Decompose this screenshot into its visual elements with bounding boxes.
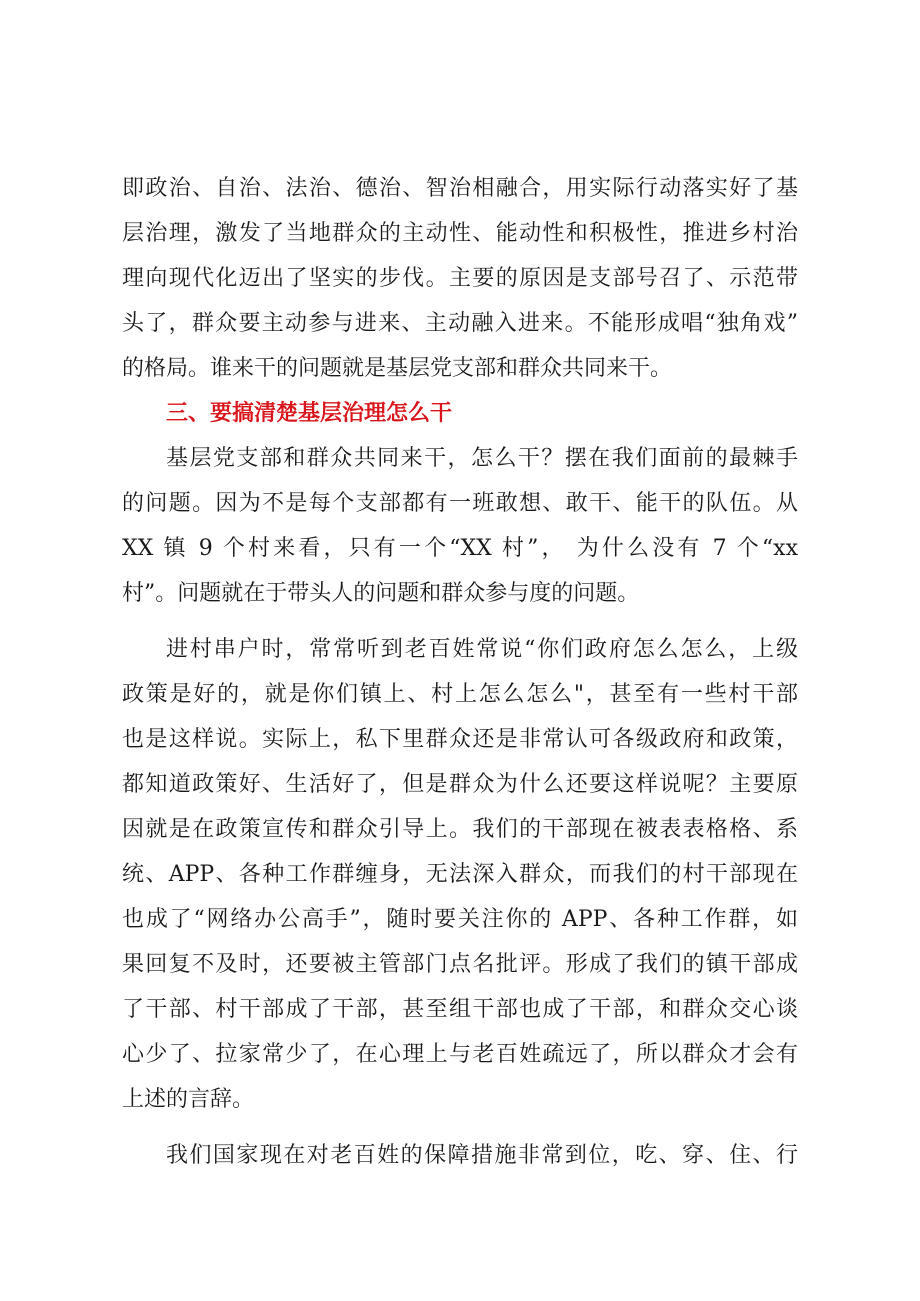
text-line: 都知道政策好、生活好了，但是群众为什么还要这样说呢？主要原 (122, 772, 798, 797)
text-line: 基层党支部和群众共同来干，怎么干？摆在我们面前的最棘手 (166, 446, 798, 471)
text-line: 理向现代化迈出了坚实的步伐。主要的原因是支部号召了、示范带 (122, 266, 798, 291)
text-line: 的问题。因为不是每个支部都有一班敢想、敢干、能干的队伍。从 (122, 491, 798, 516)
text-line: 进村串户时，常常听到老百姓常说“你们政府怎么怎么，上级 (166, 637, 798, 662)
text-line: 也是这样说。实际上，私下里群众还是非常认可各级政府和政策， (122, 727, 798, 752)
paragraph-2 (122, 436, 798, 616)
text-line: 统、APP、各种工作群缠身，无法深入群众，而我们的村干部现在 (122, 862, 798, 887)
paragraph-gap (122, 1122, 798, 1133)
paragraph-gap (122, 616, 798, 627)
text-line: XX 镇 9 个村来看，只有一个“XX 村”， 为什么没有 7 个“xx (122, 536, 798, 561)
paragraph-1 (122, 166, 798, 391)
text-line: 因就是在政策宣传和群众引导上。我们的干部现在被表表格格、系 (122, 817, 798, 842)
text-line: 果回复不及时，还要被主管部门点名批评。形成了我们的镇干部成 (122, 952, 798, 977)
paragraph-3 (122, 627, 798, 1122)
document-body (122, 166, 798, 1178)
text-line: 即政治、自治、法治、德治、智治相融合，用实际行动落实好了基 (122, 176, 798, 201)
text-line: 上述的言辞。 (122, 1087, 255, 1112)
text-line: 政策是好的，就是你们镇上、村上怎么怎么"，甚至有一些村干部 (122, 682, 798, 707)
text-line: 了干部、村干部成了干部，甚至组干部也成了干部，和群众交心谈 (122, 997, 798, 1022)
text-line: 我们国家现在对老百姓的保障措施非常到位，吃、穿、住、行 (166, 1143, 798, 1168)
text-line: 的格局。谁来干的问题就是基层党支部和群众共同来干。 (122, 356, 673, 381)
text-line: 也成了“网络办公高手”，随时要关注你的 APP、各种工作群，如 (122, 907, 798, 932)
text-line: 村”。问题就在于带头人的问题和群众参与度的问题。 (122, 581, 640, 606)
text-line: 层治理，激发了当地群众的主动性、能动性和积极性，推进乡村治 (122, 221, 798, 246)
text-line: 头了，群众要主动参与进来、主动融入进来。不能形成唱“独角戏” (122, 311, 798, 336)
section-heading: 三、要搞清楚基层治理怎么干 (166, 401, 453, 426)
paragraph-4 (122, 1133, 798, 1178)
text-line: 心少了、拉家常少了，在心理上与老百姓疏远了，所以群众才会有 (122, 1042, 798, 1067)
